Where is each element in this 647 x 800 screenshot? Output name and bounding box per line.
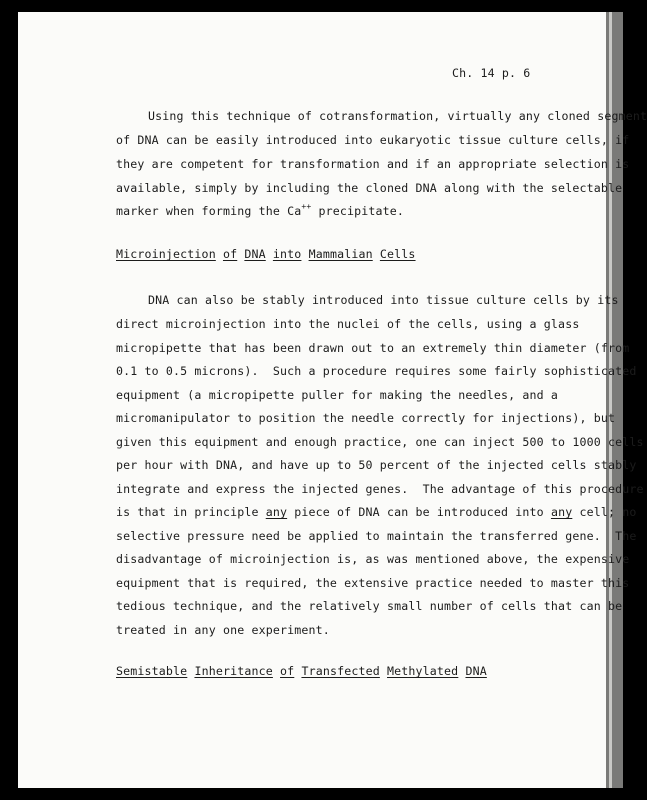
- para1-line-2: of DNA can be easily introduced into eukaryotic tissue culture cells, if: [116, 133, 630, 147]
- heading-word: into: [272, 247, 302, 261]
- para2-line-3: micropipette that has been drawn out to an extremely thin diameter (from: [116, 341, 630, 355]
- text-run: is that in principle: [116, 505, 266, 519]
- page-edge-highlight: [609, 12, 612, 788]
- para1-line-3: they are competent for transformation and if an appropriate selection is: [116, 157, 630, 171]
- para2-line-4: 0.1 to 0.5 microns). Such a procedure requires some fairly sophisticated: [116, 364, 637, 378]
- para2-line-7: given this equipment and enough practice, one can inject 500 to 1000 cells: [116, 435, 644, 449]
- heading-word: DNA: [244, 247, 266, 261]
- para1-line-5-text: marker when forming the Ca: [116, 204, 302, 218]
- heading-word: of: [222, 247, 238, 261]
- para1-line-1: Using this technique of cotransformation, virtually any cloned segment: [148, 109, 647, 123]
- heading-word: Microinjection: [116, 247, 216, 261]
- superscript: ++: [301, 202, 312, 211]
- para2-line-5: equipment (a micropipette puller for making the needles, and a: [116, 388, 559, 402]
- heading-word: of: [280, 664, 295, 678]
- para1-line-5-end: precipitate.: [311, 204, 405, 218]
- heading-word: Mammalian: [308, 247, 373, 261]
- para2-line-15: treated in any one experiment.: [116, 623, 330, 637]
- section-heading-microinjection: [116, 247, 416, 261]
- text-run: piece of DNA can be introduced into: [287, 505, 551, 519]
- para2-line-11: selective pressure need be applied to maintain the transferred gene. The: [116, 529, 637, 543]
- section-heading-semistable: [116, 664, 487, 678]
- page-reference: Ch. 14 p. 6: [452, 66, 531, 80]
- text-run: cell; no: [572, 505, 637, 519]
- para1-line-4: available, simply by including the cloned DNA along with the selectable: [116, 181, 623, 195]
- heading-word: Transfected: [301, 664, 380, 678]
- heading-word: Cells: [379, 247, 416, 261]
- heading-word: DNA: [465, 664, 487, 678]
- para2-line-8: per hour with DNA, and have up to 50 percent of the injected cells stably: [116, 458, 637, 472]
- para1-line-5: [116, 204, 404, 218]
- para2-line-14: tedious technique, and the relatively small number of cells that can be: [116, 599, 623, 613]
- para2-line-10: [116, 505, 637, 519]
- emphasis-any: any: [265, 505, 288, 519]
- emphasis-any: any: [550, 505, 573, 519]
- heading-word: Semistable: [116, 664, 188, 678]
- para2-line-6: micromanipulator to position the needle correctly for injections), but: [116, 411, 616, 425]
- para2-line-1: DNA can also be stably introduced into tissue culture cells by its: [148, 293, 619, 307]
- para2-line-9: integrate and express the injected genes. The advantage of this procedure: [116, 482, 644, 496]
- heading-word: Methylated: [387, 664, 459, 678]
- heading-word: Inheritance: [194, 664, 273, 678]
- para2-line-13: equipment that is required, the extensive practice needed to master this: [116, 576, 630, 590]
- para2-line-2: direct microinjection into the nuclei of the cells, using a glass: [116, 317, 580, 331]
- para2-line-12: disadvantage of microinjection is, as was mentioned above, the expensive: [116, 552, 630, 566]
